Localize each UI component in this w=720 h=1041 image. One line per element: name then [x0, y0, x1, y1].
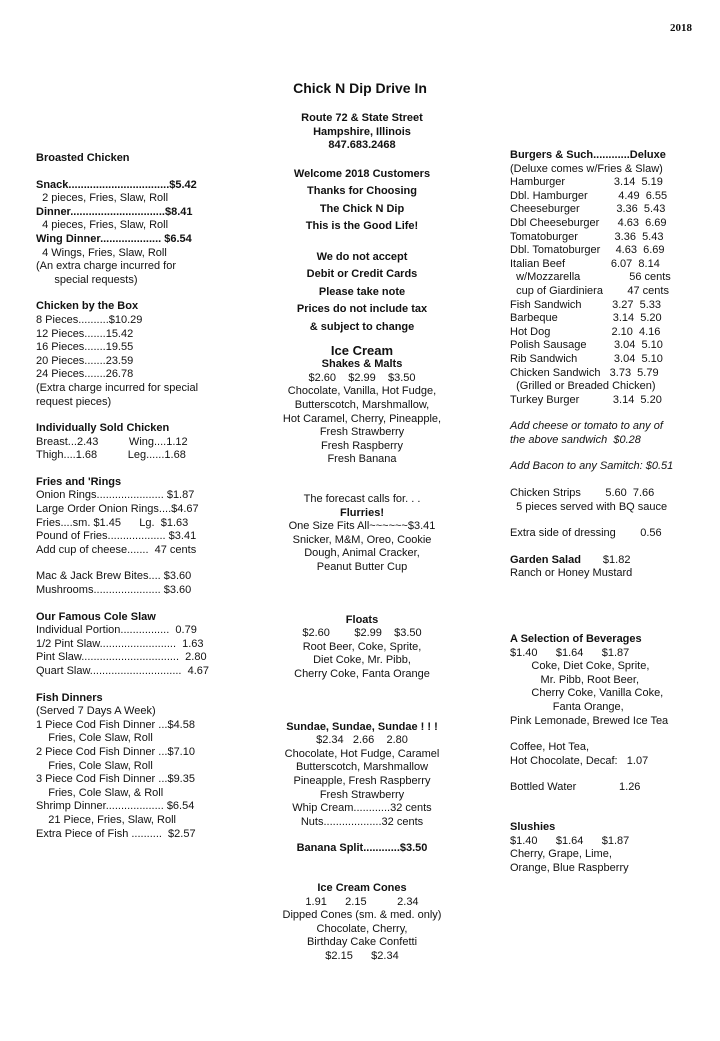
slaw-heading: Our Famous Cole Slaw [36, 610, 156, 623]
burgers-line: Turkey Burger 3.14 5.20 [510, 393, 662, 406]
beverages-line: Pink Lemonade, Brewed Ice Tea [510, 714, 669, 727]
icecream-heading: Ice Cream [330, 343, 394, 359]
icecream-line: Hot Caramel, Cherry, Pineapple, [282, 412, 442, 425]
burgers-line: w/Mozzarella 56 cents [510, 271, 671, 284]
burgers-line: Cheeseburger 3.36 5.43 [510, 203, 666, 216]
slushies-line: Cherry, Grape, Lime, [510, 848, 612, 861]
individual-line: Thigh....1.68 Leg......1.68 [36, 449, 186, 462]
cones-line: Birthday Cake Confetti [306, 936, 418, 949]
beverages-line: Cherry Coke, Vanilla Coke, [510, 687, 664, 700]
fish-line: Fries, Cole Slaw, & Roll [36, 786, 164, 799]
addon-cheese: Add cheese or tomato to any of [510, 420, 663, 433]
fries-line: Pound of Fries................... $3.41 [36, 530, 197, 543]
slushies-heading: Slushies [510, 820, 556, 833]
fish-line: Shrimp Dinner................... $6.54 [36, 800, 195, 813]
burgers-line: Rib Sandwich 3.04 5.10 [510, 352, 663, 365]
box-line: 24 Pieces.......26.78 [36, 368, 134, 381]
box-line: 12 Pieces.......15.42 [36, 327, 134, 340]
flurries-line: Peanut Butter Cup [316, 561, 408, 573]
sundae-heading: Sundae, Sundae, Sundae ! ! ! [286, 720, 438, 733]
broasted-line: 4 Wings, Fries, Slaw, Roll [36, 246, 167, 259]
icecream-line: Chocolate, Vanilla, Hot Fudge, [287, 385, 437, 398]
burgers-line: Hamburger 3.14 5.19 [510, 176, 663, 189]
hot-drinks-line: Coffee, Hot Tea, [510, 741, 590, 754]
notice-line: We do not accept [316, 250, 408, 263]
phone-line: 847.683.2468 [328, 139, 396, 152]
welcome-line: Thanks for Choosing [307, 185, 417, 198]
icecream-line: Fresh Strawberry [319, 426, 405, 439]
addon-cheese-price: the above sandwich $0.28 [510, 433, 641, 446]
sundae-line: $2.34 2.66 2.80 [316, 734, 408, 747]
floats-line: Cherry Coke, Fanta Orange [294, 667, 430, 680]
icecream-line: Butterscotch, Marshmallow, [294, 399, 430, 412]
fish-line: Fries, Cole Slaw, Roll [36, 759, 153, 772]
salad-heading: Garden Salad [510, 553, 581, 566]
box-line: request pieces) [36, 395, 112, 408]
notice-line: Debit or Credit Cards [306, 268, 418, 281]
beverages-heading: A Selection of Beverages [510, 633, 642, 646]
cones-line: Chocolate, Cherry, [316, 922, 408, 935]
notice-line: & subject to change [309, 320, 415, 333]
notice-line: Please take note [318, 285, 406, 298]
icecream-line: Fresh Raspberry [321, 439, 403, 452]
middle-column [262, 112, 462, 963]
box-heading: Chicken by the Box [36, 300, 139, 313]
page-year: 2018 [670, 22, 692, 34]
beverages-line: Mr. Pibb, Root Beer, [510, 673, 639, 686]
fries-line: Large Order Onion Rings....$4.67 [36, 503, 199, 516]
address-line: Route 72 & State Street [301, 112, 423, 124]
fries-extra-line: Mac & Jack Brew Bites.... $3.60 [36, 570, 192, 583]
right-column [510, 149, 710, 875]
fries-extra-line: Mushrooms...................... $3.60 [36, 584, 192, 597]
box-line: 20 Pieces.......23.59 [36, 354, 134, 367]
fries-line: Onion Rings...................... $1.87 [36, 489, 195, 502]
fish-line: Extra Piece of Fish .......... $2.57 [36, 827, 196, 840]
broasted-line: Dinner...............................$8.41 [36, 205, 193, 218]
left-column [36, 152, 246, 841]
icecream-line: $2.60 $2.99 $3.50 [308, 371, 416, 384]
burgers-line: Dbl. Hamburger 4.49 6.55 [510, 189, 668, 202]
broasted-line: 2 pieces, Fries, Slaw, Roll [36, 192, 169, 205]
fish-line: 2 Piece Cod Fish Dinner ...$7.10 [36, 745, 195, 758]
fries-line: Add cup of cheese....... 47 cents [36, 543, 197, 556]
fries-heading: Fries and 'Rings [36, 475, 122, 488]
broasted-line: 4 pieces, Fries, Slaw, Roll [36, 219, 169, 232]
cones-line: 1.91 2.15 2.34 [305, 895, 419, 908]
box-line: 8 Pieces..........$10.29 [36, 313, 143, 326]
burgers-line: Italian Beef 6.07 8.14 [510, 257, 660, 270]
flurries-heading: Flurries! [339, 506, 384, 519]
beverages-line: Coke, Diet Coke, Sprite, [510, 660, 650, 673]
slaw-line: Individual Portion................ 0.79 [36, 624, 197, 637]
welcome-line: This is the Good Life! [305, 220, 419, 233]
flurries-line: One Size Fits All~~~~~~$3.41 [288, 520, 436, 533]
slaw-line: Pint Slaw................................ 2.80 [36, 651, 207, 664]
sundae-line: Butterscotch, Marshmallow [295, 761, 429, 774]
cones-heading: Ice Cream Cones [317, 881, 407, 894]
address-line: Hampshire, Illinois [313, 125, 411, 138]
burgers-line: Fish Sandwich 3.27 5.33 [510, 298, 662, 311]
slaw-line: Quart Slaw.............................. 4.67 [36, 665, 210, 677]
cones-line: $2.15 $2.34 [325, 949, 399, 962]
notice-line: Prices do not include tax [296, 303, 428, 316]
welcome-line: Welcome 2018 Customers [293, 167, 431, 180]
strips-line: 5 pieces served with BQ sauce [510, 500, 668, 513]
strips-line: Chicken Strips 5.60 7.66 [510, 487, 655, 500]
box-line: (Extra charge incurred for special [36, 381, 199, 394]
burgers-line: Tomatoburger 3.36 5.43 [510, 230, 664, 243]
individual-heading: Individually Sold Chicken [36, 422, 170, 435]
banana-split: Banana Split............$3.50 [296, 842, 428, 855]
burgers-line: Dbl. Tomatoburger 4.63 6.69 [510, 244, 665, 257]
floats-line: $2.60 $2.99 $3.50 [302, 627, 422, 640]
individual-line: Breast...2.43 Wing....1.12 [36, 435, 188, 448]
burgers-line: cup of Giardiniera 47 cents [510, 284, 669, 297]
floats-line: Root Beer, Coke, Sprite, [302, 640, 422, 653]
broasted-heading: Broasted Chicken [36, 152, 130, 164]
fish-heading: Fish Dinners [36, 691, 103, 704]
addon-bacon: Add Bacon to any Samitch: $0.51 [510, 460, 674, 473]
slaw-line: 1/2 Pint Slaw......................... 1.63 [36, 637, 204, 650]
beverages-line: $1.40 $1.64 $1.87 [510, 646, 630, 659]
salad-sub: Ranch or Honey Mustard [510, 567, 633, 580]
slushies-line: $1.40 $1.64 $1.87 [510, 834, 630, 847]
box-line: 16 Pieces.......19.55 [36, 341, 134, 354]
burgers-line: Dbl Cheeseburger 4.63 6.69 [510, 216, 667, 229]
sundae-line: Nuts...................32 cents [300, 815, 424, 828]
broasted-line: (An extra charge incurred for [36, 260, 177, 273]
sundae-line: Pineapple, Fresh Raspberry [293, 774, 431, 787]
fish-line: 3 Piece Cod Fish Dinner ...$9.35 [36, 773, 195, 786]
burgers-heading: Burgers & Such............Deluxe [510, 149, 666, 161]
water-line: Bottled Water 1.26 [510, 781, 641, 794]
flurries-intro: The forecast calls for. . . [303, 493, 421, 506]
broasted-line: special requests) [36, 273, 138, 286]
sundae-line: Whip Cream............32 cents [292, 802, 432, 815]
page-title: Chick N Dip Drive In [293, 80, 427, 96]
burgers-line: Hot Dog 2.10 4.16 [510, 325, 661, 338]
cones-line: Dipped Cones (sm. & med. only) [282, 909, 442, 922]
icecream-line: Fresh Banana [327, 453, 397, 466]
burgers-line: Polish Sausage 3.04 5.10 [510, 339, 663, 352]
broasted-line: Snack.................................$5.42 [36, 178, 197, 191]
dressing-line: Extra side of dressing 0.56 [510, 527, 662, 540]
sundae-line: Chocolate, Hot Fudge, Caramel [284, 747, 440, 760]
salad-price: $1.82 [602, 553, 631, 566]
beverages-line: Fanta Orange, [510, 701, 624, 713]
fries-line: Fries....sm. $1.45 Lg. $1.63 [36, 516, 189, 529]
hot-drinks-line: Hot Chocolate, Decaf: 1.07 [510, 754, 649, 767]
burgers-line: (Deluxe comes w/Fries & Slaw) [510, 162, 663, 175]
fish-line: 1 Piece Cod Fish Dinner ...$4.58 [36, 718, 195, 731]
burgers-line: Chicken Sandwich 3.73 5.79 [510, 366, 659, 379]
fish-line: (Served 7 Days A Week) [36, 705, 156, 718]
icecream-subheading: Shakes & Malts [321, 358, 403, 371]
flurries-line: Snicker, M&M, Oreo, Cookie [292, 533, 432, 546]
floats-heading: Floats [345, 613, 379, 626]
fish-line: 21 Piece, Fries, Slaw, Roll [36, 813, 176, 826]
slushies-line: Orange, Blue Raspberry [510, 861, 629, 874]
flurries-line: Dough, Animal Cracker, [304, 547, 420, 560]
floats-line: Diet Coke, Mr. Pibb, [313, 654, 411, 667]
fish-line: Fries, Cole Slaw, Roll [36, 732, 153, 745]
broasted-line: Wing Dinner.................... $6.54 [36, 232, 192, 245]
burgers-line: Barbeque 3.14 5.20 [510, 312, 662, 325]
burgers-line: (Grilled or Breaded Chicken) [510, 380, 656, 393]
sundae-line: Fresh Strawberry [319, 788, 405, 801]
welcome-line: The Chick N Dip [319, 202, 405, 215]
